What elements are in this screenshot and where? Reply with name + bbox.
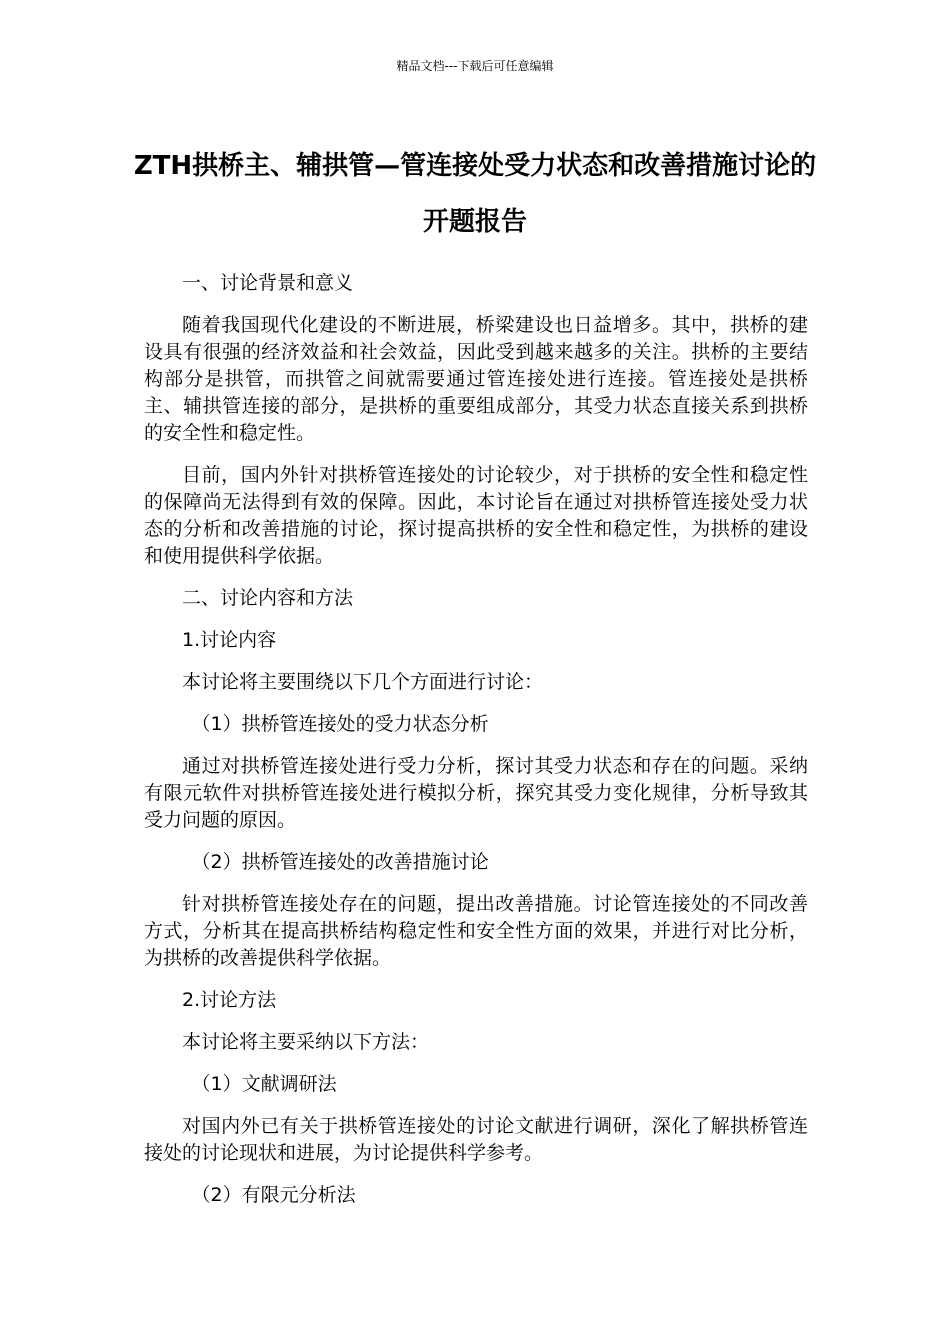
paragraph: 随着我国现代化建设的不断进展，桥梁建设也日益增多。其中，拱桥的建设具有很强的经济效益和社会效益，因此受到越来越多的关注。拱桥的主要结构部分是拱管，而拱管之间就需要通过管连接处进行连接。管连接处是拱桥主、辅拱管连接的部分，是拱桥的重要组成部分，其受力状态直接关系到拱桥的安全性和稳定性。 xyxy=(144,314,808,444)
list-item-heading: （2）有限元分析法 xyxy=(191,1184,356,1206)
section-heading: 一、讨论背景和意义 xyxy=(182,272,354,294)
paragraph: 目前，国内外针对拱桥管连接处的讨论较少，对于拱桥的安全性和稳定性的保障尚无法得到有效的保障。因此，本讨论旨在通过对拱桥管连接处受力状态的分析和改善措施的讨论，探讨提高拱桥的安全性和稳定性，为拱桥的建设和使用提供科学依据。 xyxy=(144,464,808,567)
list-item-heading: （1）文献调研法 xyxy=(191,1073,337,1095)
paragraph: 本讨论将主要围绕以下几个方面进行讨论： xyxy=(182,671,544,693)
document-body xyxy=(144,270,808,1224)
list-item-heading: （1）拱桥管连接处的受力状态分析 xyxy=(191,713,489,735)
paragraph: 针对拱桥管连接处存在的问题，提出改善措施。讨论管连接处的不同改善方式，分析其在提高拱桥结构稳定性和安全性方面的效果，并进行对比分析，为拱桥的改善提供科学依据。 xyxy=(144,893,808,969)
header-note: 精品文档---下载后可任意编辑 xyxy=(396,59,554,73)
paragraph: 对国内外已有关于拱桥管连接处的讨论文献进行调研，深化了解拱桥管连接处的讨论现状和进展，为讨论提供科学参考。 xyxy=(144,1115,808,1164)
document-title: ZTH拱桥主、辅拱管—管连接处受力状态和改善措施讨论的开题报告 xyxy=(133,151,817,237)
section-heading: 二、讨论内容和方法 xyxy=(182,587,354,609)
subsection-heading: 2.讨论方法 xyxy=(182,989,277,1011)
list-item-heading: （2）拱桥管连接处的改善措施讨论 xyxy=(191,851,489,873)
paragraph: 通过对拱桥管连接处进行受力分析，探讨其受力状态和存在的问题。采纳有限元软件对拱桥管连接处进行模拟分析，探究其受力变化规律，分析导致其受力问题的原因。 xyxy=(144,755,808,831)
paragraph: 本讨论将主要采纳以下方法： xyxy=(182,1031,430,1053)
subsection-heading: 1.讨论内容 xyxy=(182,629,277,651)
